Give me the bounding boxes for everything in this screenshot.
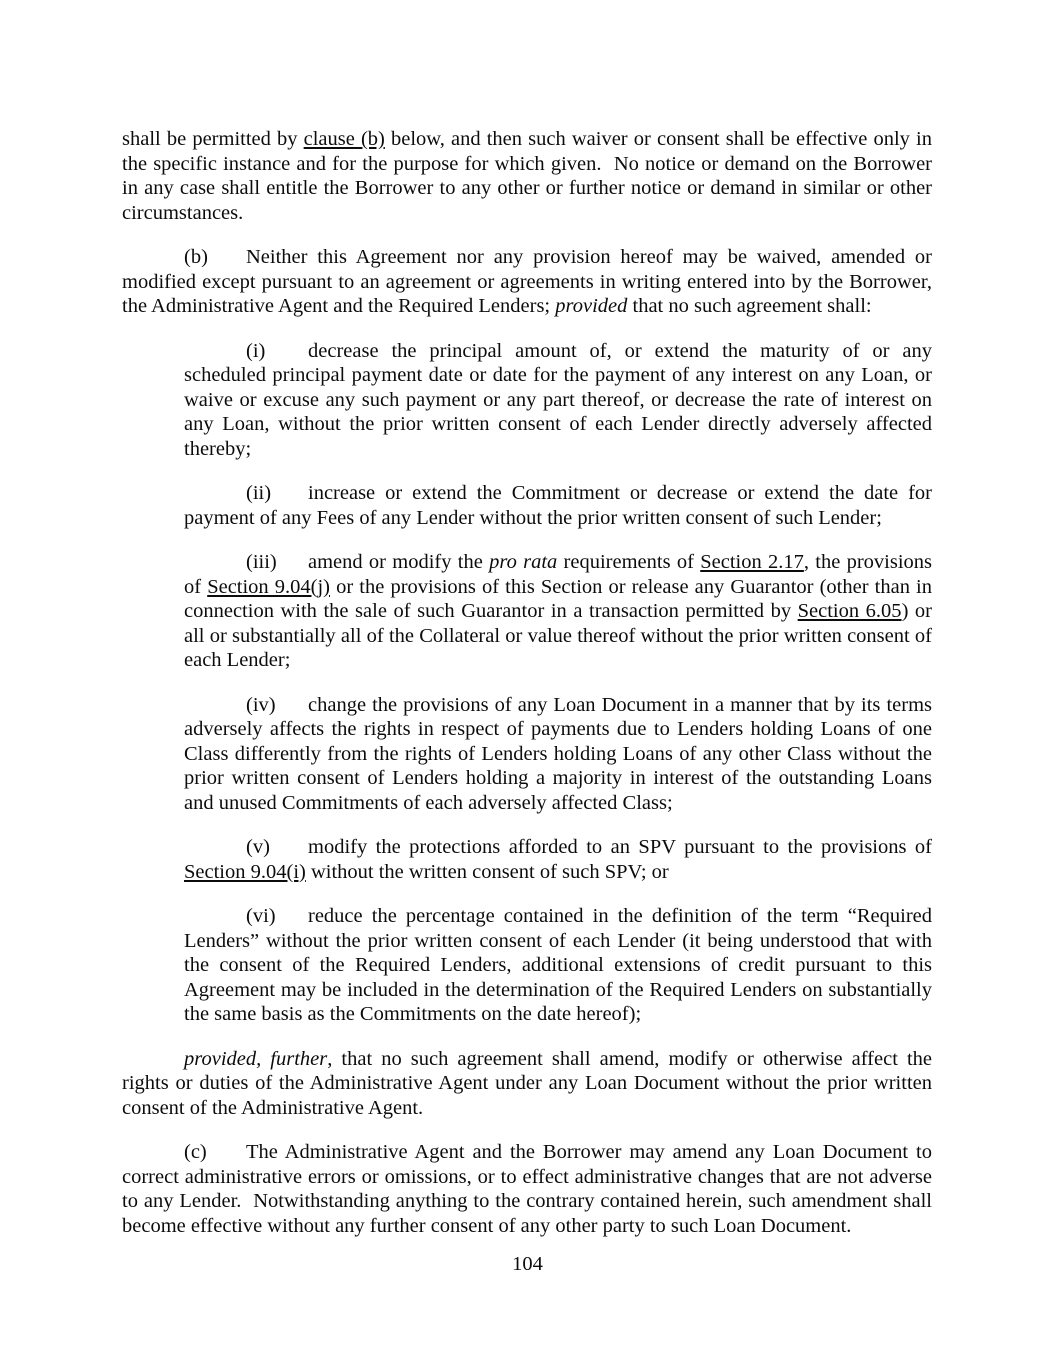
text-run: without the written consent of such SPV; or bbox=[305, 860, 669, 883]
clause-label: (iii) bbox=[246, 551, 277, 573]
text-run: that no such agreement shall: bbox=[627, 295, 872, 317]
text-run: reduce the percentage contained in the definition of the term “Required Lenders” without the prior written consent of each Lender (it being understood that with the consent of the Required Lenders, additional extensions of credit pursuant to this Agreement may be included in the determination of the Required Lenders on substantially the same basis as the Commitments on the date hereof); bbox=[184, 905, 932, 1025]
section-reference: Section 6.05 bbox=[797, 600, 902, 622]
text-run: requirements of bbox=[557, 551, 701, 573]
section-reference: clause (b) bbox=[303, 128, 385, 150]
text-run: provided, further bbox=[184, 1047, 328, 1070]
text-run: change the provisions of any Loan Document in a manner that by its terms adversely affects the rights in respect of payments due to Lenders holding Loans of one Class differently from the rights of Lenders holding Loans of any other Class without the prior written consent of Lenders holding a majority in interest of the outstanding Loans and unused Commitments of each adversely affected Class; bbox=[184, 693, 932, 814]
paragraph bbox=[122, 1047, 932, 1121]
paragraph bbox=[184, 339, 932, 462]
text-run: or the provisions of this Section or release any Guarantor (other than in connection with the sale of such Guarantor in a transaction permitted by bbox=[184, 575, 933, 622]
text-run: amend or modify the bbox=[308, 551, 490, 573]
text-run: ) or all or substantially all of the Collateral or value thereof without the prior written consent of each Lender; bbox=[184, 600, 933, 671]
text-run: , the provisions of bbox=[184, 551, 933, 598]
text-run: provided bbox=[555, 295, 628, 317]
clause-label: (i) bbox=[246, 339, 266, 362]
paragraph bbox=[122, 245, 932, 319]
paragraph bbox=[122, 127, 932, 225]
text-run: modify the protections afforded to an SPV pursuant to the provisions of bbox=[308, 836, 932, 858]
clause-label: (v) bbox=[246, 836, 270, 858]
text-run: shall be permitted by bbox=[122, 128, 304, 150]
text-run: increase or extend the Commitment or decrease or extend the date for payment of any Fees of any Lender without the prior written consent of such Lender; bbox=[184, 482, 932, 529]
clause-label: (c) bbox=[184, 1141, 207, 1163]
clause-label: (iv) bbox=[246, 693, 276, 716]
paragraph bbox=[184, 904, 932, 1027]
paragraph bbox=[184, 481, 932, 530]
document-body bbox=[122, 127, 932, 1258]
text-run: below, and then such waiver or consent shall be effective only in the specific instance and for the purpose for which given. No notice or demand on the Borrower in any case shall entitle the Borrower to any other or further notice or demand in similar or other circumstances. bbox=[122, 128, 932, 224]
page-number: 104 bbox=[512, 1253, 543, 1275]
section-reference: Section 9.04(i) bbox=[184, 860, 306, 883]
clause-label: (vi) bbox=[246, 905, 276, 927]
section-reference: Section 2.17 bbox=[700, 551, 804, 573]
text-run: Neither this Agreement nor any provision hereof may be waived, amended or modified except pursuant to an agreement or agreements in writing entered into by the Borrower, the Administrative Agent and the Required Lenders; bbox=[122, 246, 932, 317]
text-run: pro rata bbox=[489, 551, 558, 573]
section-reference: Section 9.04(j) bbox=[207, 575, 331, 598]
paragraph bbox=[184, 835, 932, 884]
paragraph bbox=[184, 693, 932, 816]
text-run: , that no such agreement shall amend, modify or otherwise affect the rights or duties of the Administrative Agent under any Loan Document without the prior written consent of the Administrative Agent. bbox=[122, 1047, 932, 1119]
paragraph bbox=[184, 550, 932, 673]
clause-label: (b) bbox=[184, 246, 208, 268]
clause-label: (ii) bbox=[246, 482, 272, 504]
text-run: The Administrative Agent and the Borrower may amend any Loan Document to correct administrative errors or omissions, or to effect administrative changes that are not adverse to any Lender. Notwithstanding anything to the contrary contained herein, such amendment shall become effective without any further consent of any other party to such Loan Document. bbox=[122, 1141, 932, 1237]
text-run: decrease the principal amount of, or extend the maturity of or any scheduled principal payment date or date for the payment of any interest on any Loan, or waive or excuse any such payment or any part thereof, or decrease the rate of interest on any Loan, without the prior written consent of each Lender directly adversely affected thereby; bbox=[184, 339, 932, 460]
paragraph bbox=[122, 1140, 932, 1238]
